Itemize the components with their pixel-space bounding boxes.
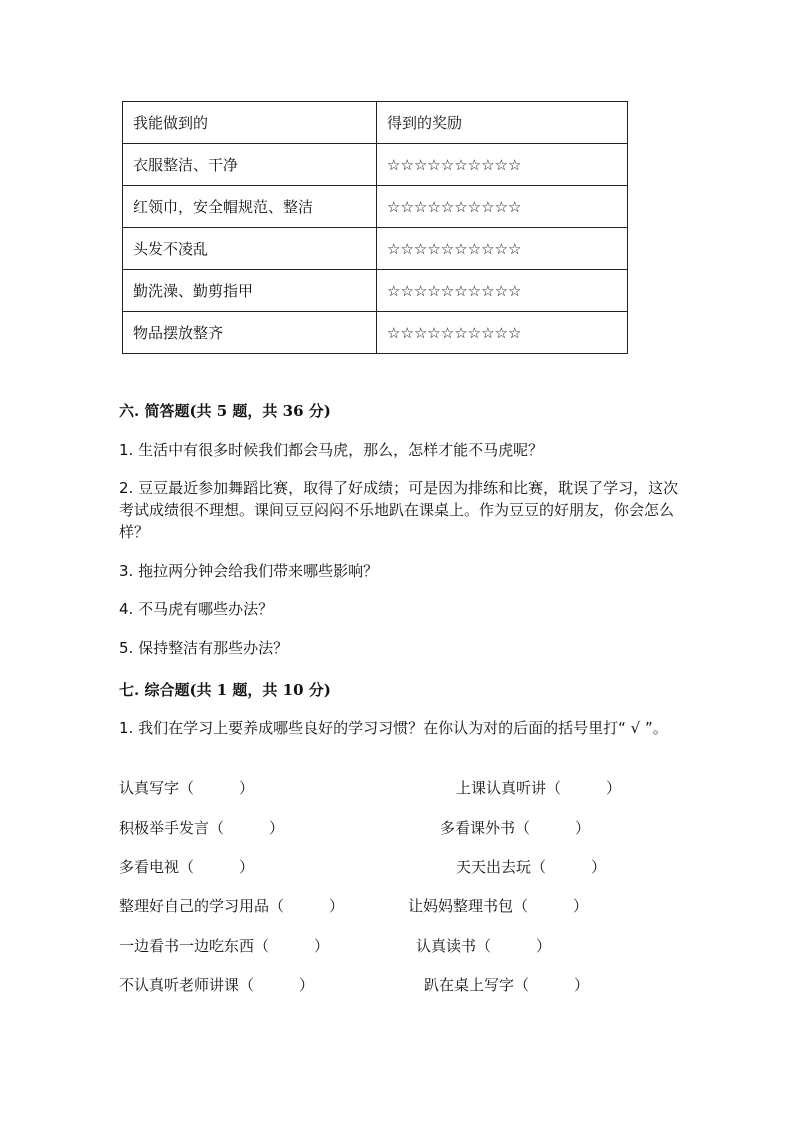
question-6-2: 2. 豆豆最近参加舞蹈比赛，取得了好成绩；可是因为排练和比赛，耽误了学习，这次考试成绩很不理想。课间豆豆闷闷不乐地趴在课桌上。作为豆豆的好朋友，你会怎么样？ xyxy=(119,479,679,541)
table-row xyxy=(123,144,628,186)
question-6-3: 3. 拖拉两分钟会给我们带来哪些影响？ xyxy=(119,562,379,580)
table-header-row xyxy=(123,102,628,144)
table-row xyxy=(123,312,628,354)
question-6-1: 1. 生活中有很多时候我们都会马虎，那么，怎样才能不马虎呢？ xyxy=(119,441,544,459)
option-right[interactable]: 让妈妈整理书包（ ） xyxy=(408,897,589,915)
table-row xyxy=(123,228,628,270)
table-cell-item: 头发不凌乱 xyxy=(123,228,377,270)
reward-table xyxy=(122,101,628,354)
table-cell-stars: ☆☆☆☆☆☆☆☆☆☆ xyxy=(377,270,628,312)
option-left[interactable]: 一边看书一边吃东西（ ） xyxy=(119,937,330,955)
table-cell-item: 红领巾，安全帽规范、整洁 xyxy=(123,186,377,228)
table-cell-stars: ☆☆☆☆☆☆☆☆☆☆ xyxy=(377,228,628,270)
option-right[interactable]: 天天出去玩（ ） xyxy=(456,858,607,876)
option-left[interactable]: 多看电视（ ） xyxy=(119,858,255,876)
table-header-cell: 得到的奖励 xyxy=(377,102,628,144)
option-right[interactable]: 上课认真听讲（ ） xyxy=(456,779,622,797)
question-6-5: 5. 保持整洁有那些办法？ xyxy=(119,639,289,657)
table-cell-stars: ☆☆☆☆☆☆☆☆☆☆ xyxy=(377,144,628,186)
option-left[interactable]: 认真写字（ ） xyxy=(119,779,255,797)
table-cell-stars: ☆☆☆☆☆☆☆☆☆☆ xyxy=(377,312,628,354)
table-cell-item: 衣服整洁、干净 xyxy=(123,144,377,186)
section-6-title: 六. 简答题(共 5 题，共 36 分) xyxy=(119,402,331,420)
option-right[interactable]: 多看课外书（ ） xyxy=(440,819,591,837)
table-header-cell: 我能做到的 xyxy=(123,102,377,144)
option-left[interactable]: 积极举手发言（ ） xyxy=(119,819,285,837)
option-left[interactable]: 整理好自己的学习用品（ ） xyxy=(119,897,345,915)
section-7-title: 七. 综合题(共 1 题，共 10 分) xyxy=(119,681,331,699)
table-cell-item: 物品摆放整齐 xyxy=(123,312,377,354)
table-row xyxy=(123,270,628,312)
option-right[interactable]: 趴在桌上写字（ ） xyxy=(424,976,590,994)
table-cell-item: 勤洗澡、勤剪指甲 xyxy=(123,270,377,312)
question-6-4: 4. 不马虎有哪些办法？ xyxy=(119,600,274,618)
option-right[interactable]: 认真读书（ ） xyxy=(416,937,552,955)
question-7-1: 1. 我们在学习上要养成哪些良好的学习习惯？在你认为对的后面的括号里打“ √ ”。 xyxy=(119,719,668,737)
option-left[interactable]: 不认真听老师讲课（ ） xyxy=(119,976,315,994)
table-cell-stars: ☆☆☆☆☆☆☆☆☆☆ xyxy=(377,186,628,228)
table-row xyxy=(123,186,628,228)
